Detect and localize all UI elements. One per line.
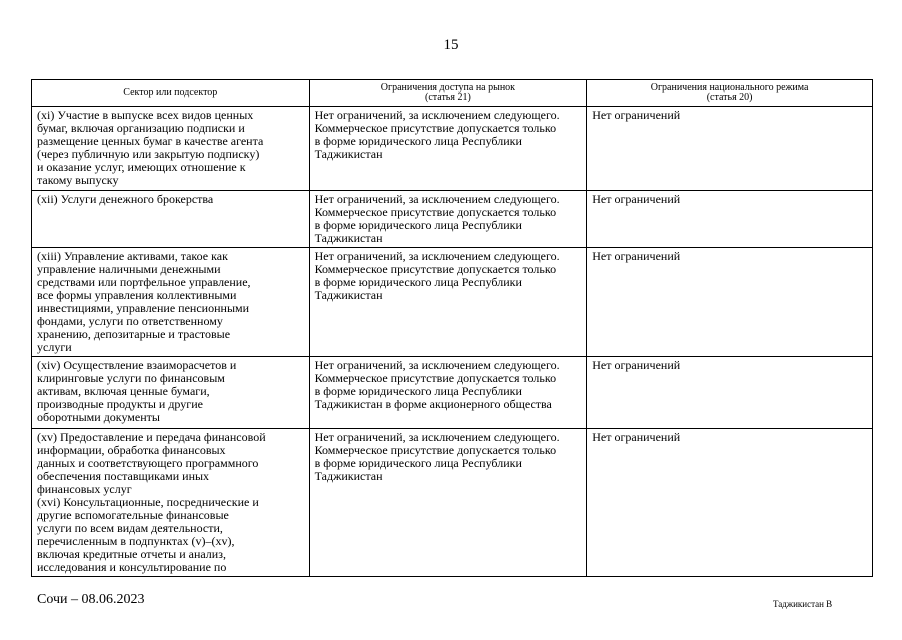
sector-cell: (xiii) Управление активами, такое как управление наличными денежными средствами или портфельное управление, все формы управления коллективными инвестициями, управление пенсионными фондами, услуги по ответственному хранению, депозитарные и трастовые услуги: [32, 248, 310, 357]
table-row: [32, 357, 873, 429]
table-row: [32, 191, 873, 248]
header-national-treatment: Ограничения национального режима (статья 20): [587, 80, 873, 107]
table-row: [32, 248, 873, 357]
national-treatment-cell: Нет ограничений: [587, 107, 873, 191]
header-market-access: Ограничения доступа на рынок (статья 21): [309, 80, 587, 107]
sector-cell: (xv) Предоставление и передача финансовой информации, обработка финансовых данных и соответствующего программного обеспечения поставщиками иных финансовых услуг (xvi) Консультационные, посреднические и другие вспомогательные финансовые услуги по всем видам деятельности, перечисленным в подпунктах (v)–(xv), включая кредитные отчеты и анализ, исследования и консультирование по: [32, 429, 310, 577]
sector-cell: (xii) Услуги денежного брокерства: [32, 191, 310, 248]
national-treatment-cell: Нет ограничений: [587, 357, 873, 429]
footer-place-date: Сочи – 08.06.2023: [37, 592, 145, 607]
national-treatment-cell: Нет ограничений: [587, 248, 873, 357]
market-access-cell: Нет ограничений, за исключением следующего. Коммерческое присутствие допускается только в форме юридического лица Республики Таджикистан в форме акционерного общества: [309, 357, 587, 429]
table-row: [32, 107, 873, 191]
market-access-cell: Нет ограничений, за исключением следующего. Коммерческое присутствие допускается только в форме юридического лица Республики Таджикистан: [309, 191, 587, 248]
national-treatment-cell: Нет ограничений: [587, 191, 873, 248]
market-access-cell: Нет ограничений, за исключением следующего. Коммерческое присутствие допускается только в форме юридического лица Республики Таджикистан: [309, 248, 587, 357]
sector-cell: (xi) Участие в выпуске всех видов ценных бумаг, включая организацию подписки и размещение ценных бумаг в качестве агента (через публичную или закрытую подписку) и оказание услуг, имеющих отношение к такому выпуску: [32, 107, 310, 191]
market-access-cell: Нет ограничений, за исключением следующего. Коммерческое присутствие допускается только в форме юридического лица Республики Таджикистан: [309, 429, 587, 577]
sector-cell: (xiv) Осуществление взаиморасчетов и клиринговые услуги по финансовым активам, включая ценные бумаги, производные продукты и другие оборотными документы: [32, 357, 310, 429]
header-sector: Сектор или подсектор: [32, 80, 310, 107]
table-header-row: [32, 80, 873, 107]
schedule-table: [31, 79, 873, 577]
page-number: 15: [443, 37, 459, 53]
market-access-cell: Нет ограничений, за исключением следующего. Коммерческое присутствие допускается только в форме юридического лица Республики Таджикистан: [309, 107, 587, 191]
footer-document-id: Таджикистан В: [773, 599, 833, 609]
national-treatment-cell: Нет ограничений: [587, 429, 873, 577]
table-row: [32, 429, 873, 577]
